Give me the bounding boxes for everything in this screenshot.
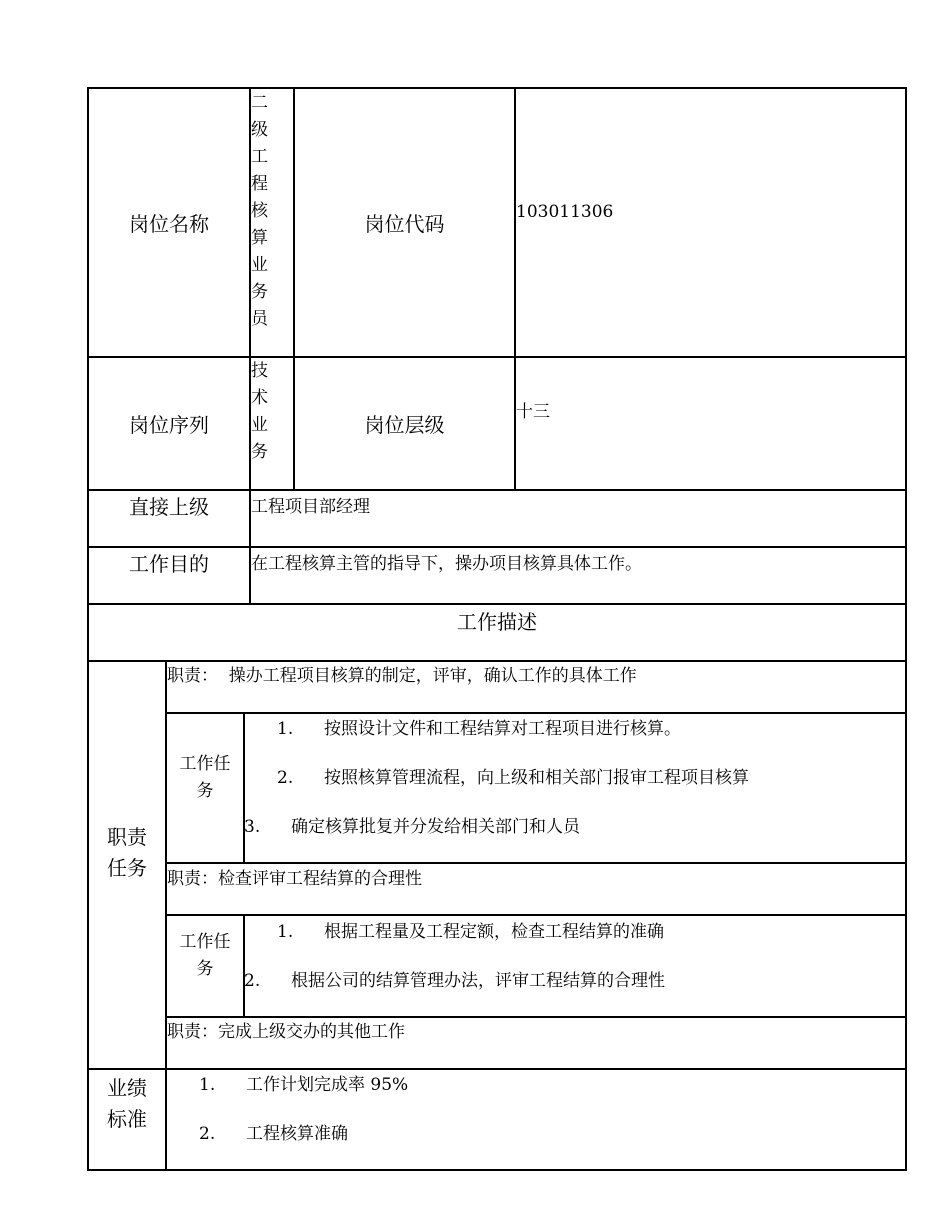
duties-label: 职责 任务 — [107, 825, 147, 880]
purpose-label: 工作目的 — [129, 552, 209, 576]
rule — [87, 546, 907, 548]
task-text: 根据工程量及工程定额，检查工程结算的准确 — [324, 922, 664, 942]
performance-number: 2. — [199, 1124, 216, 1144]
task-number: 1. — [277, 719, 294, 739]
task-number: 2. — [244, 971, 261, 991]
rule — [165, 1016, 907, 1018]
duty-title: 职责：完成上级交办的其他工作 — [167, 1022, 405, 1042]
position-code-label: 岗位代码 — [364, 212, 445, 236]
rule — [87, 1169, 907, 1171]
purpose-value: 在工程核算主管的指导下，操办项目核算具体工作。 — [251, 554, 642, 574]
superior-value: 工程项目部经理 — [251, 497, 370, 517]
position-code-value: 103011306 — [516, 202, 614, 222]
duty-title: 职责：检查评审工程结算的合理性 — [167, 869, 422, 889]
rule — [165, 914, 907, 916]
task-text: 确定核算批复并分发给相关部门和人员 — [291, 817, 580, 837]
rule — [165, 712, 907, 714]
task-text: 根据公司的结算管理办法，评审工程结算的合理性 — [291, 971, 665, 991]
duty-title: 职责： 操办工程项目核算的制定，评审，确认工作的具体工作 — [167, 666, 637, 686]
position-name-label: 岗位名称 — [129, 212, 209, 236]
rule — [905, 87, 907, 1171]
task-number: 3. — [244, 817, 261, 837]
position-sequence-label: 岗位序列 — [129, 413, 209, 437]
rule — [87, 1068, 907, 1070]
task-label: 工作任 务 — [179, 754, 231, 801]
task-number: 1. — [277, 922, 294, 942]
position-level-value: 十三 — [516, 402, 550, 422]
description-title: 工作描述 — [457, 610, 537, 634]
rule — [514, 87, 516, 490]
performance-number: 1. — [199, 1075, 216, 1095]
rule — [87, 489, 907, 491]
superior-label: 直接上级 — [129, 495, 209, 519]
performance-label: 业绩 标准 — [107, 1076, 147, 1131]
position-sequence-value: 技术业务 — [251, 361, 268, 462]
position-level-label: 岗位层级 — [364, 413, 445, 437]
performance-text: 工作计划完成率 95% — [246, 1075, 409, 1095]
task-text: 按照核算管理流程，向上级和相关部门报审工程项目核算 — [324, 768, 749, 788]
rule — [87, 660, 907, 662]
task-label: 工作任 务 — [179, 932, 231, 979]
position-name-value: 二级工程核算业务员 — [251, 93, 268, 329]
rule — [165, 660, 167, 1170]
task-text: 按照设计文件和工程结算对工程项目进行核算。 — [324, 719, 681, 739]
performance-text: 工程核算准确 — [246, 1124, 348, 1144]
rule — [165, 862, 907, 864]
rule — [87, 603, 907, 605]
rule — [243, 914, 245, 1017]
task-number: 2. — [277, 768, 294, 788]
rule — [243, 712, 245, 863]
